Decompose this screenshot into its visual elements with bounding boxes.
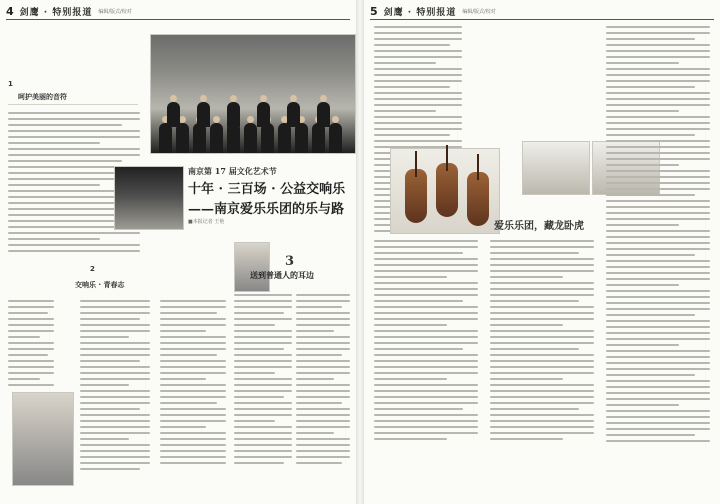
byline: ■本报记者 王艳 <box>188 219 225 225</box>
female-portrait-photo <box>12 392 74 486</box>
instrument-detail-1 <box>522 141 590 195</box>
kicker: 南京第 17 届文化艺术节 <box>188 166 277 176</box>
article3-body-right <box>296 294 350 468</box>
article3-title: 送到普通人的耳边 <box>250 270 314 280</box>
right-article-body-bottom-left <box>374 240 478 444</box>
left-page-number: 4 <box>6 4 14 18</box>
article1-number: 1 <box>8 80 13 88</box>
article2-title: 交响乐 · 青春志 <box>75 281 125 289</box>
right-header <box>370 3 714 20</box>
left-header <box>6 3 350 20</box>
concert-stage-photo <box>114 166 184 230</box>
article2-body-middle <box>80 300 150 474</box>
right-page <box>364 0 720 504</box>
left-header-meta: 编辑/版式/校对 <box>98 8 132 15</box>
article3-number: 3 <box>285 254 295 269</box>
article3-body-left <box>234 294 292 468</box>
left-page <box>0 0 356 504</box>
page-gutter <box>356 0 364 504</box>
right-article-body-bottom-middle <box>490 240 594 444</box>
article2-body-left <box>8 300 54 390</box>
article2-number: 2 <box>90 265 95 273</box>
article1-title: 呵护美丽的音符 <box>18 93 67 101</box>
right-header-meta: 编辑/版式/校对 <box>462 8 496 15</box>
main-subheadline: ——南京爱乐乐团的乐与路 <box>188 202 345 217</box>
violin-instruments <box>390 148 500 234</box>
right-side-title: 爱乐乐团，藏龙卧虎 <box>494 221 584 232</box>
conductor-portrait <box>234 242 270 292</box>
right-section-title: 剑鹰 · 特别报道 <box>383 7 457 18</box>
right-page-number: 5 <box>370 4 378 18</box>
orchestra-group-photo <box>150 34 356 154</box>
main-headline: 十年 · 三百场 · 公益交响乐 <box>188 182 346 197</box>
right-article-body-right <box>606 26 710 446</box>
left-section-title: 剑鹰 · 特别报道 <box>19 7 93 18</box>
article2-body-right <box>160 300 226 468</box>
